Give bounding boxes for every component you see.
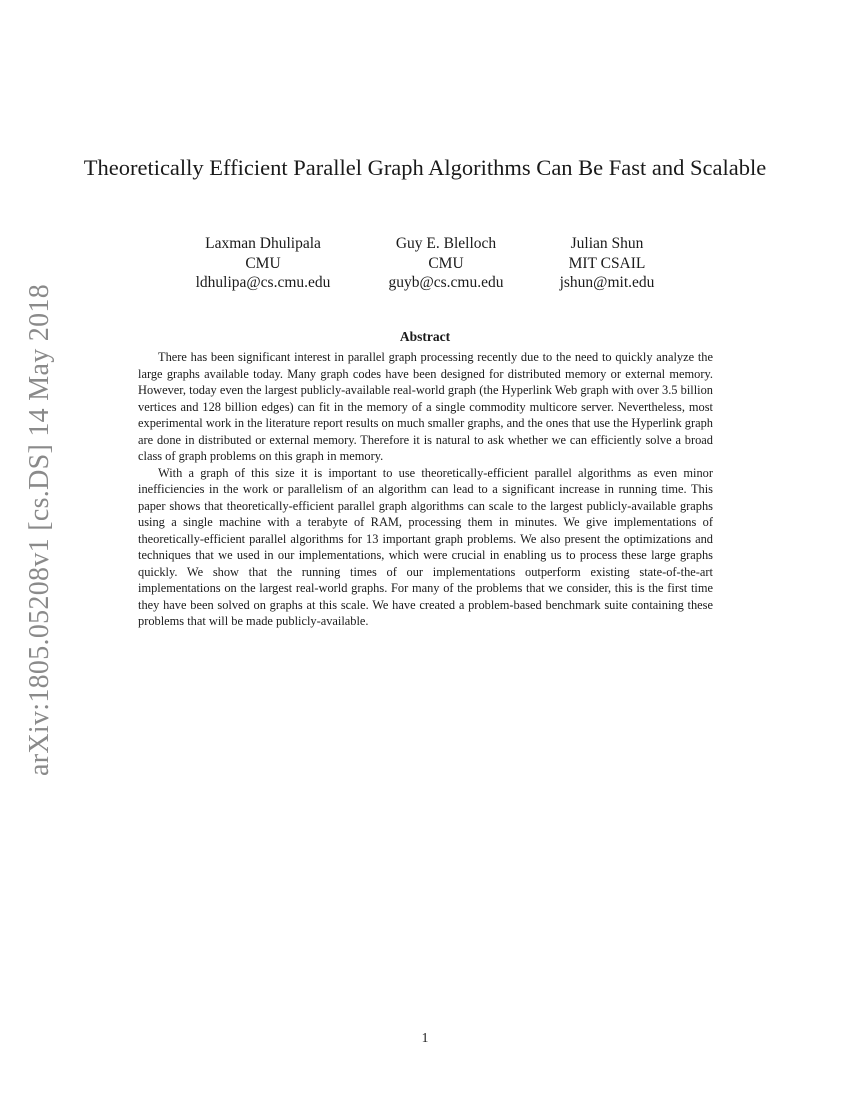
author-email: jshun@mit.edu xyxy=(559,274,655,291)
arxiv-identifier: arXiv:1805.05208v1 [cs.DS] 14 May 2018 xyxy=(24,283,55,777)
author-email: guyb@cs.cmu.edu xyxy=(388,274,504,291)
abstract-body xyxy=(138,349,713,630)
paper-title: Theoretically Efficient Parallel Graph Algorithms Can Be Fast and Scalable xyxy=(83,155,767,180)
abstract-paragraph: There has been significant interest in parallel graph processing recently due to the need to quickly analyze the large graphs available today. Many graph codes have been designed for distributed memory or external memory. However, today even the largest publicly-available real-world graph (the Hyperlink Web graph with over 3.5 billion vertices and 128 billion edges) can fit in the memory of a single commodity multicore server. Nevertheless, most experimental work in the literature report results on much smaller graphs, and the ones that use the Hyperlink graph are done in distributed or external memory. Therefore it is natural to ask whether we can efficiently solve a broad class of graph problems on this graph in memory. xyxy=(138,350,713,463)
page-number: 1 xyxy=(421,1030,429,1045)
abstract-paragraph: With a graph of this size it is important to use theoretically-efficient parallel algorithms as even minor inefficiencies in the work or parallelism of an algorithm can lead to a significant increase in running time. This paper shows that theoretically-efficient parallel graph algorithms can scale to the largest publicly-available graphs using a single machine with a terabyte of RAM, processing them in minutes. We give implementations of theoretically-efficient parallel algorithms for 13 important graph problems. We also present the optimizations and techniques that we used in our implementations, which were crucial in enabling us to process these large graphs quickly. We show that the running times of our implementations outperform existing state-of-the-art implementations on the largest real-world graphs. For many of the problems that we consider, this is the first time they have been solved on graphs at this scale. We have created a problem-based benchmark suite containing these problems that will be made publicly-available. xyxy=(138,465,713,628)
author-name: Laxman Dhulipala xyxy=(205,235,321,252)
author-affiliation: CMU xyxy=(428,254,464,272)
author-email: ldhulipa@cs.cmu.edu xyxy=(195,274,331,291)
author-name: Guy E. Blelloch xyxy=(395,235,497,252)
abstract-heading: Abstract xyxy=(399,329,451,344)
author-1 xyxy=(163,234,363,293)
author-affiliation: CMU xyxy=(245,254,281,272)
author-name: Julian Shun xyxy=(570,235,644,252)
author-affiliation: MIT CSAIL xyxy=(568,254,646,272)
author-3 xyxy=(507,234,707,293)
